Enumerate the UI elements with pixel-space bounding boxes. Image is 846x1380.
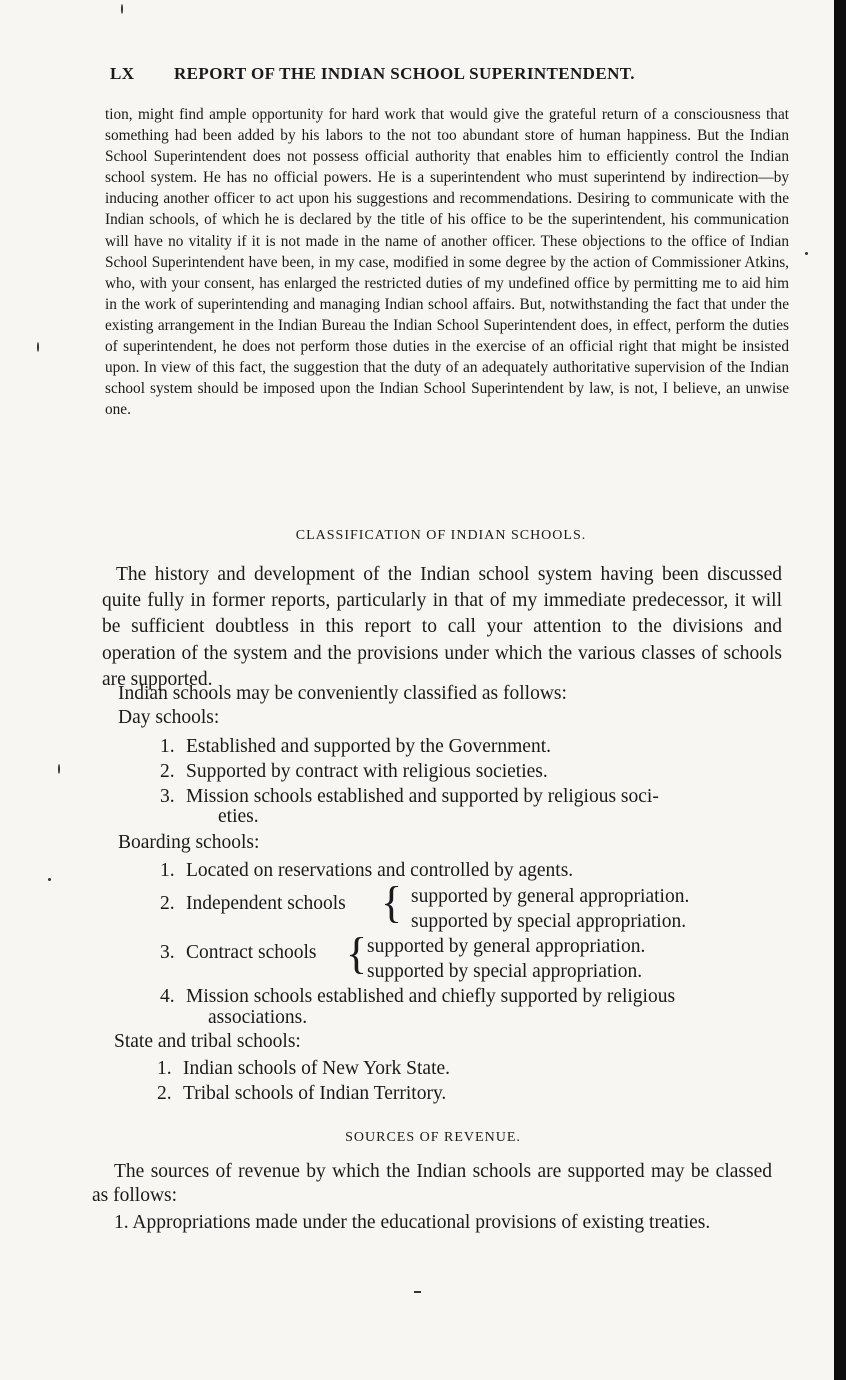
list-item-continuation: associations.	[208, 1007, 308, 1028]
brace: {	[346, 929, 368, 978]
list-item: 1. Located on reservations and controlled by agents.	[160, 860, 574, 881]
section-heading-revenue: SOURCES OF REVENUE.	[345, 1130, 521, 1145]
sub-item: supported by special appropriation.	[367, 961, 643, 982]
sub-item: supported by general appropriation.	[367, 936, 646, 957]
running-title: REPORT OF THE INDIAN SCHOOL SUPERINTENDENT.	[174, 64, 635, 83]
page-number: LX	[110, 64, 135, 83]
list-item-continuation: eties.	[218, 806, 259, 827]
list-item: 4. Mission schools established and chiefly supported by religious	[160, 986, 676, 1007]
revenue-item: 1. Appropriations made under the educational provisions of existing treaties.	[114, 1212, 711, 1233]
day-schools-label: Day schools:	[118, 707, 220, 728]
list-item: 3. Contract schools	[160, 942, 317, 963]
state-tribal-label: State and tribal schools:	[114, 1031, 301, 1052]
brace: {	[381, 878, 403, 927]
list-item: 2. Independent schools	[160, 893, 346, 914]
classification-paragraph: The history and development of the Indian school system having been discussed quite fully in former reports, particularly in that of my immediate predecessor, it will be sufficient doubtless in this report to call your attention to the divisions and operation of the system and the provisions under which the various classes of schools are supported.	[102, 564, 782, 690]
section-heading-classification: CLASSIFICATION OF INDIAN SCHOOLS.	[295, 528, 587, 543]
list-item: 3. Mission schools established and supported by religious soci-	[160, 786, 659, 807]
scan-edge	[834, 0, 846, 1380]
list-item: 2. Supported by contract with religious societies.	[160, 761, 548, 782]
list-item: 1. Established and supported by the Government.	[160, 736, 552, 757]
boarding-schools-label: Boarding schools:	[118, 832, 260, 853]
revenue-paragraph: The sources of revenue by which the Indian schools are supported may be classed as follows:	[92, 1161, 772, 1206]
sub-item: supported by special appropriation.	[411, 911, 687, 932]
classification-lead: Indian schools may be conveniently classified as follows:	[118, 683, 567, 704]
page-header	[110, 64, 730, 84]
list-item: 1. Indian schools of New York State.	[157, 1058, 451, 1079]
list-item: 2. Tribal schools of Indian Territory.	[157, 1083, 447, 1104]
sub-item: supported by general appropriation.	[411, 886, 690, 907]
intro-paragraph: tion, might find ample opportunity for hard work that would give the grateful return of a consciousness that something had been added by his labors to the not too abundant store of human happiness. But the Indian School Superintendent does not possess official authority that enables him to efficiently control the Indian school system. He has no official powers. He is a superintendent who must superintend by indirection—by inducing another officer to act upon his suggestions and recommendations. Desiring to communicate with the Indian schools, of which he is declared by the title of his office to be the superintendent, his communication will have no vitality if it is not made in the name of another officer. These objections to the office of Indian School Superintendent have been, in my case, modified in some degree by the action of Commissioner Atkins, who, with your consent, has enlarged the restricted duties of my undefined office by permitting me to aid him in the work of superintending and managing Indian school affairs. But, notwithstanding the fact that under the existing arrangement in the Indian Bureau the Indian School Superintendent does, in effect, perform the duties of superintendent, he does not perform those duties in the exercise of an official right that might be insisted upon. In view of this fact, the suggestion that the duty of an adequately authoritative supervision of the Indian school system should be imposed upon the Indian School Superintendent by law, is not, I believe, an unwise one.	[105, 106, 789, 419]
